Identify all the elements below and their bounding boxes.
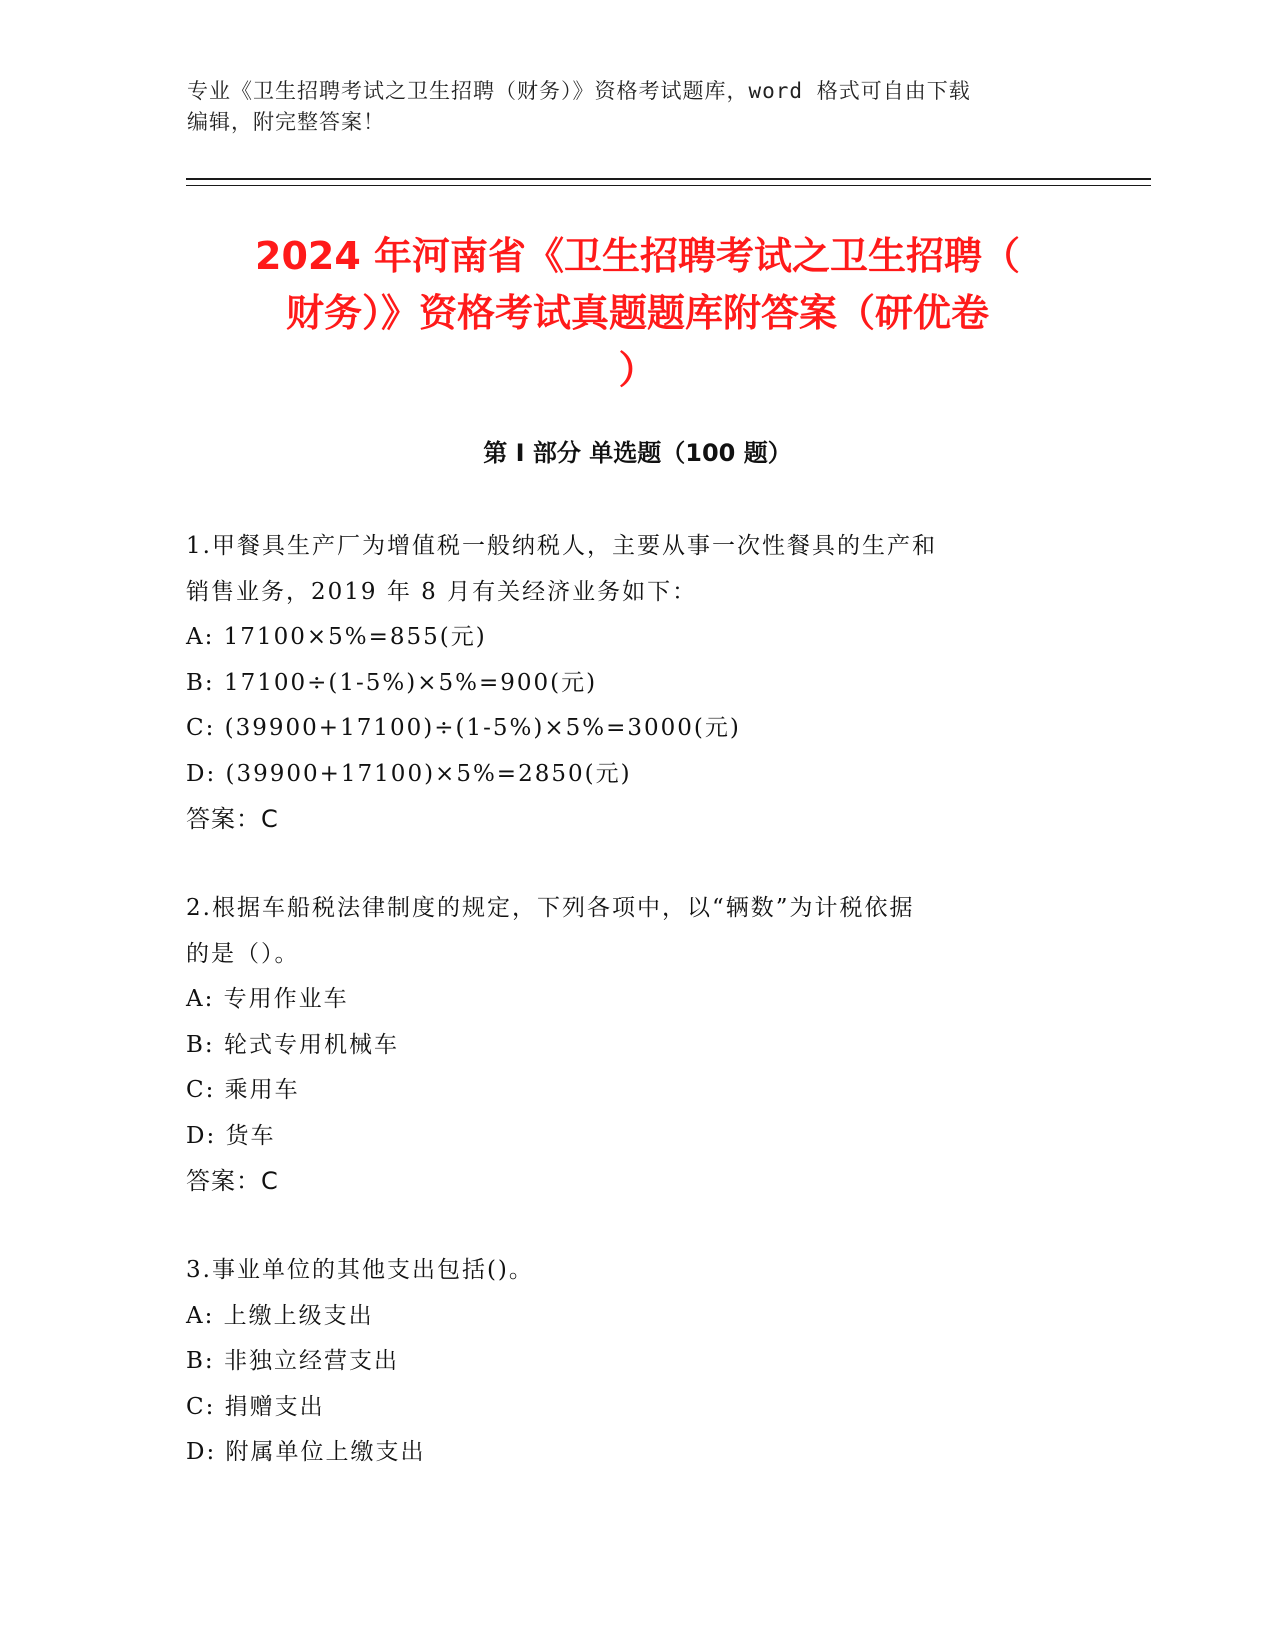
option-c: C: 捐赠支出 [186,1393,325,1420]
answer: 答案：C [186,1167,279,1195]
option-b: B: 非独立经营支出 [186,1348,399,1374]
option-c: C: 乘用车 [186,1077,300,1103]
option-b: B: 轮式专用机械车 [186,1031,399,1058]
question-stem-line: 2.根据车船税法律制度的规定，下列各项中，以“辆数”为计税依据 [186,895,915,921]
question-3 [186,1248,1066,1476]
header-divider-thick [186,178,1151,180]
option-d: D: 货车 [186,1122,276,1149]
document-title [160,228,1115,399]
document-title-line-1: 2024 年河南省《卫生招聘考试之卫生招聘（ [255,234,1020,278]
option-c: C: (39900+17100)÷(1-5%)×5%=3000(元) [186,715,741,741]
option-a: A: 上缴上级支出 [186,1302,374,1329]
option-d: D: 附属单位上缴支出 [186,1439,426,1465]
answer: 答案：C [186,805,279,833]
header-divider-thin [186,185,1151,186]
header-note-line-1: 专业《卫生招聘考试之卫生招聘（财务）》资格考试题库，word 格式可自由下载 [187,79,971,103]
document-title-line-3: ） [618,348,657,392]
option-a: A: 17100×5%=855(元) [186,624,487,650]
question-stem-line: 1.甲餐具生产厂为增值税一般纳税人，主要从事一次性餐具的生产和 [186,533,937,559]
section-title: 第 I 部分 单选题（100 题） [483,439,792,467]
header-note-line-2: 编辑，附完整答案！ [187,110,385,134]
header-note [187,76,1067,138]
option-b: B: 17100÷(1-5%)×5%=900(元) [186,669,598,696]
question-2 [186,886,1066,1205]
option-d: D: (39900+17100)×5%=2850(元) [186,760,632,787]
option-a: A: 专用作业车 [186,986,349,1012]
question-stem-line: 3.事业单位的其他支出包括()。 [186,1257,534,1283]
question-1 [186,524,1066,843]
question-stem-line: 销售业务，2019 年 8 月有关经济业务如下： [186,578,698,605]
question-stem-line: 的是（）。 [186,940,300,967]
document-title-line-2: 财务）》资格考试真题题库附答案（研优卷 [285,291,989,335]
